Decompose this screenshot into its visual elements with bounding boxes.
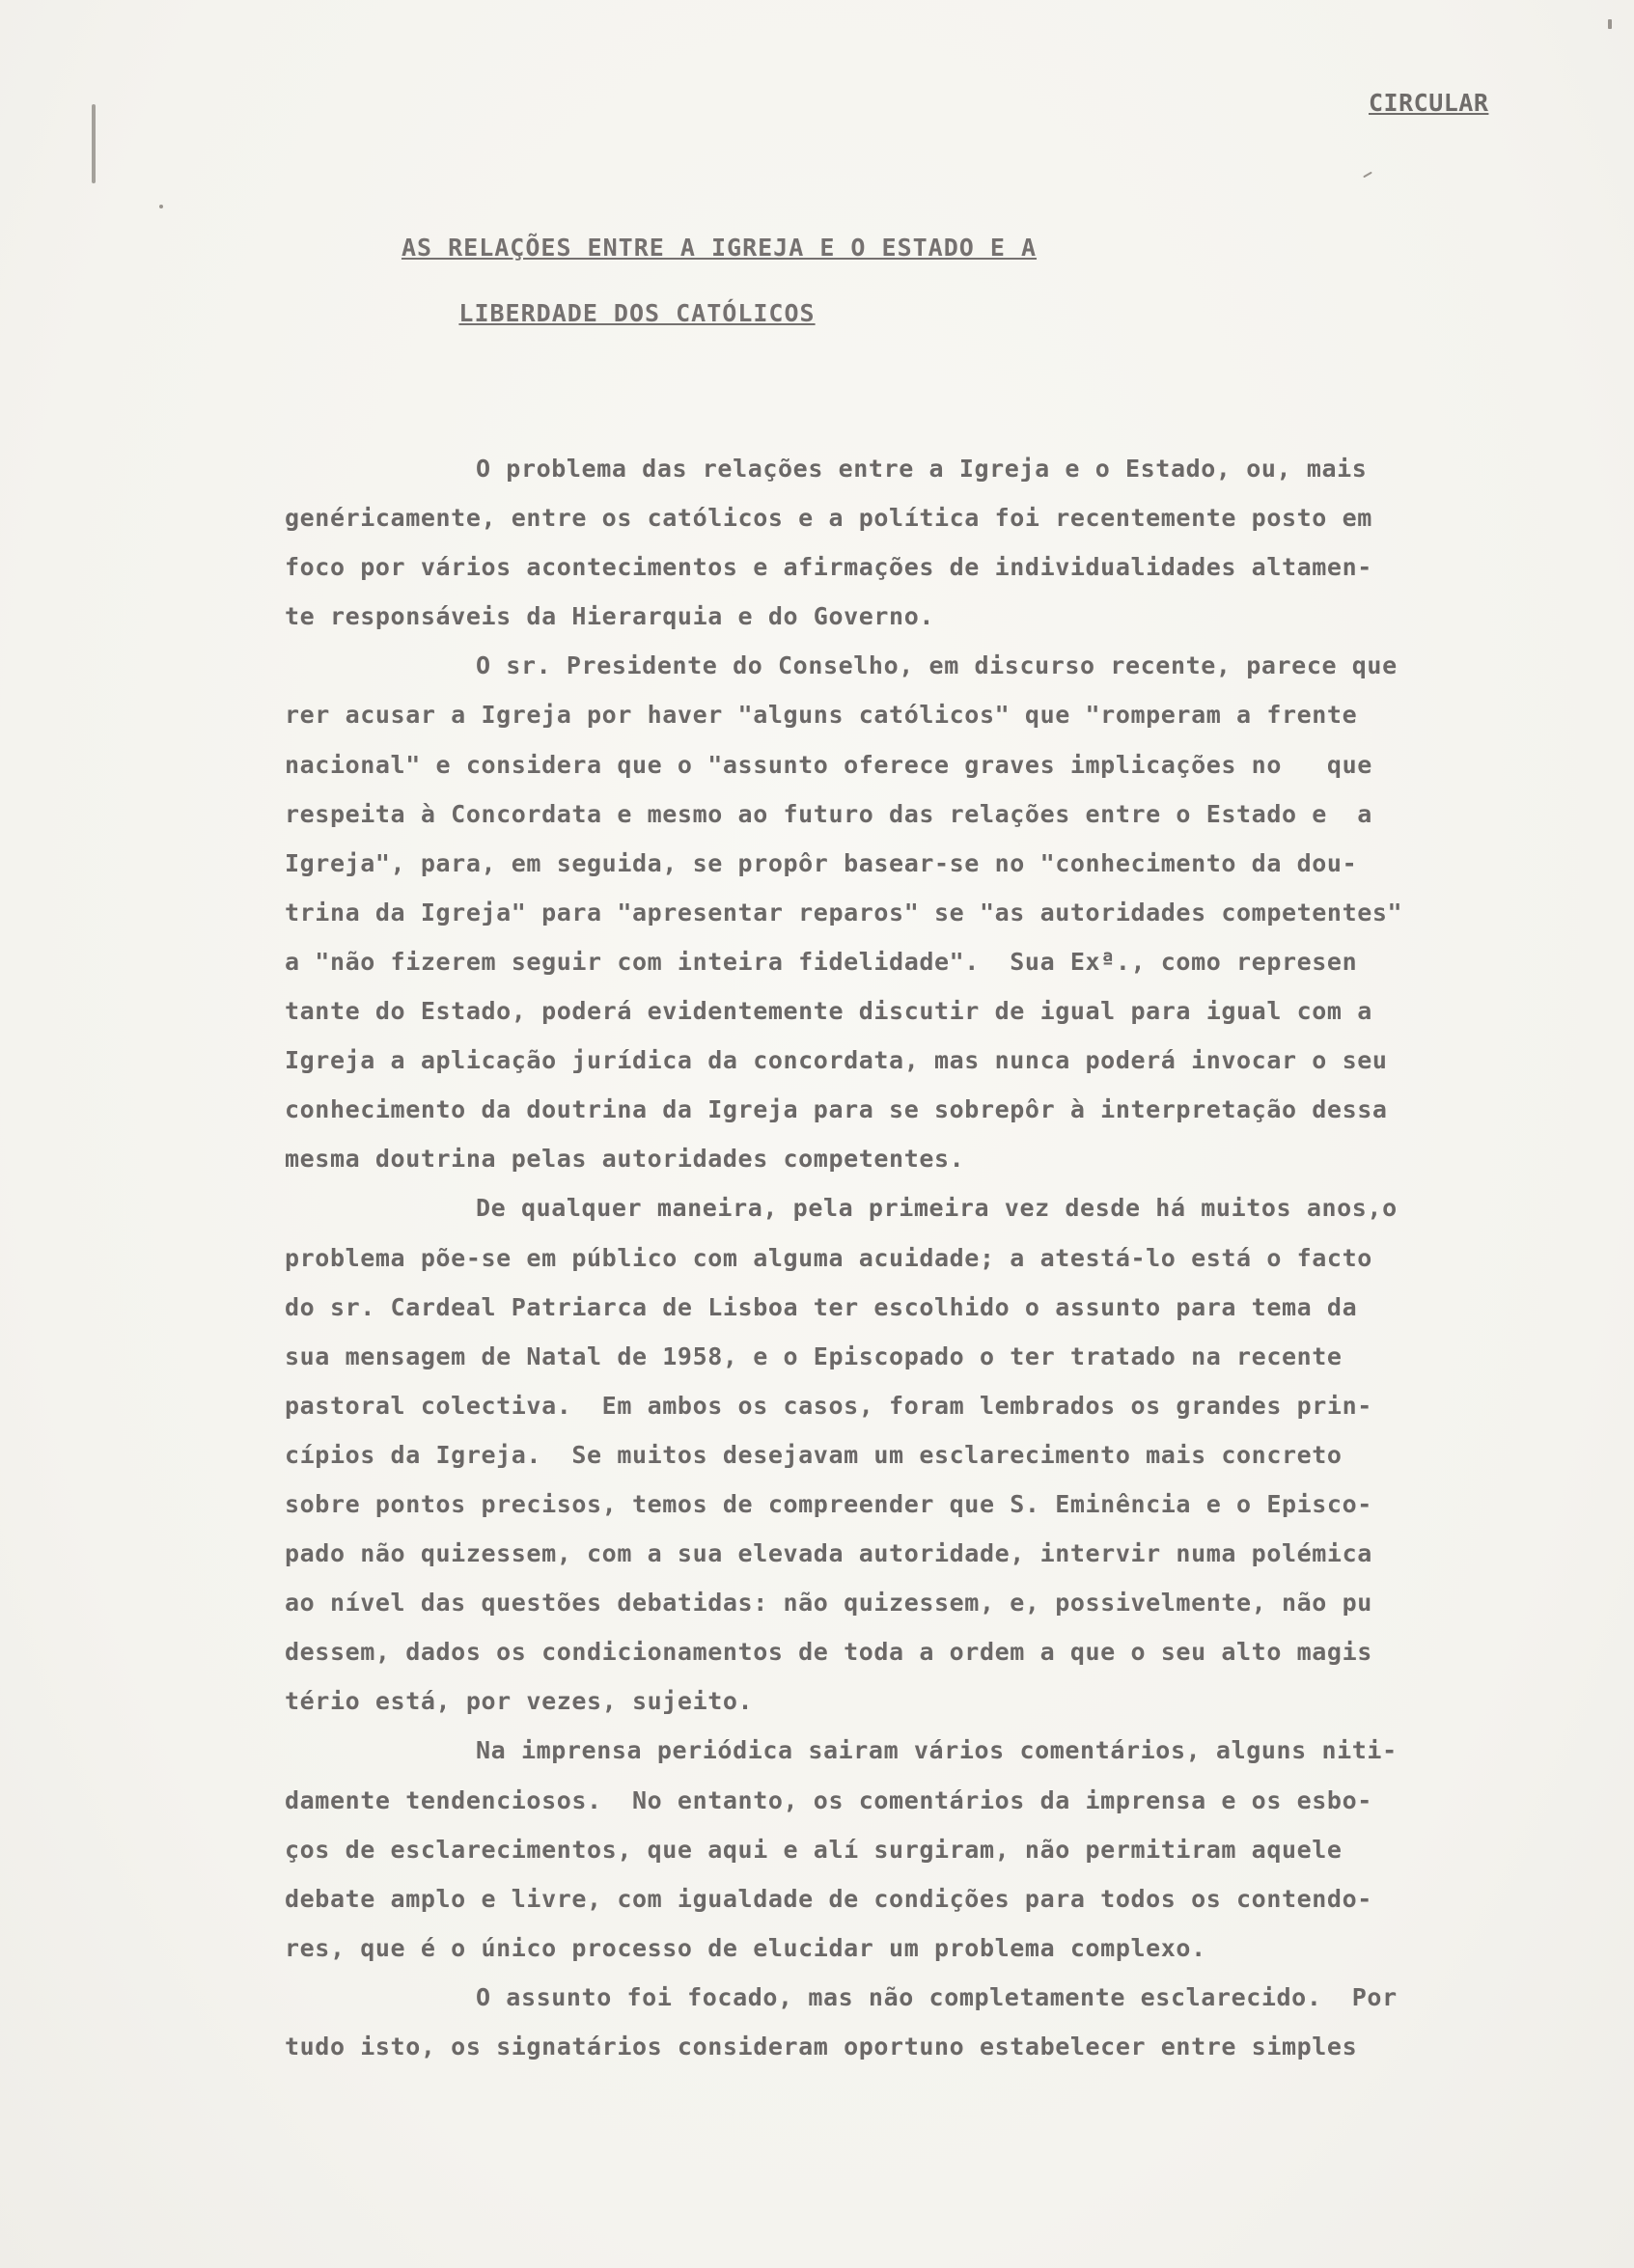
- text-line: Igreja a aplicação jurídica da concordata, mas nunca poderá invocar o seu: [285, 1046, 1388, 1075]
- text-line: mesma doutrina pelas autoridades competentes.: [285, 1145, 965, 1174]
- text-line: respeita à Concordata e mesmo ao futuro das relações entre o Estado e a: [285, 799, 1372, 828]
- text-line: debate amplo e livre, com igualdade de condições para todos os contendo-: [285, 1884, 1372, 1913]
- text-line: tério está, por vezes, sujeito.: [285, 1687, 754, 1716]
- ink-speck: [1363, 172, 1372, 179]
- text-line: conhecimento da doutrina da Igreja para se sobrepôr à interpretação dessa: [285, 1095, 1388, 1124]
- text-line: te responsáveis da Hierarquia e do Governo.: [285, 602, 935, 631]
- text-line: res, que é o único processo de elucidar um problema complexo.: [285, 1933, 1206, 1962]
- text-line: O sr. Presidente do Conselho, em discurso recente, parece que: [476, 651, 1398, 680]
- text-line: De qualquer maneira, pela primeira vez desde há muitos anos,o: [476, 1194, 1398, 1223]
- text-line: pastoral colectiva. Em ambos os casos, foram lembrados os grandes prin-: [285, 1391, 1372, 1420]
- text-line: tudo isto, os signatários consideram oportuno estabelecer entre simples: [285, 2033, 1358, 2061]
- text-line: dessem, dados os condicionamentos de toda a ordem a que o seu alto magis: [285, 1638, 1372, 1667]
- text-line: sobre pontos precisos, temos de compreender que S. Eminência e o Episco-: [285, 1489, 1372, 1518]
- text-line: O assunto foi focado, mas não completamente esclarecido. Por: [476, 1982, 1398, 2011]
- text-line: sua mensagem de Natal de 1958, e o Episcopado o ter tratado na recente: [285, 1341, 1343, 1370]
- text-line: rer acusar a Igreja por haver "alguns católicos" que "romperam a frente: [285, 701, 1358, 730]
- text-line: trina da Igreja" para "apresentar reparos" se "as autoridades competentes": [285, 898, 1403, 927]
- text-line: ços de esclarecimentos, que aqui e alí surgiram, não permitiram aquele: [285, 1835, 1343, 1864]
- text-line: pado não quizessem, com a sua elevada autoridade, intervir numa polémica: [285, 1539, 1372, 1568]
- text-line: genéricamente, entre os católicos e a política foi recentemente posto em: [285, 504, 1372, 533]
- text-line: foco por vários acontecimentos e afirmações de individualidades altamen-: [285, 553, 1372, 582]
- text-line: a "não fizerem seguir com inteira fidelidade". Sua Exª., como represen: [285, 947, 1358, 976]
- text-line: tante do Estado, poderá evidentemente discutir de igual para igual com a: [285, 997, 1372, 1026]
- document-title-line-2: LIBERDADE DOS CATÓLICOS: [458, 299, 816, 327]
- ink-speck: [159, 205, 163, 208]
- body-text: [285, 444, 1568, 2071]
- text-line: nacional" e considera que o "assunto oferece graves implicações no que: [285, 750, 1372, 779]
- ink-speck: [1608, 19, 1612, 29]
- text-line: Na imprensa periódica sairam vários comentários, alguns niti-: [476, 1736, 1398, 1765]
- text-line: problema põe-se em público com alguma acuidade; a atestá-lo está o facto: [285, 1243, 1372, 1272]
- text-line: O problema das relações entre a Igreja e o Estado, ou, mais: [476, 455, 1368, 483]
- text-line: damente tendenciosos. No entanto, os comentários da imprensa e os esbo-: [285, 1785, 1372, 1814]
- text-line: ao nível das questões debatidas: não quizessem, e, possivelmente, não pu: [285, 1589, 1372, 1618]
- text-line: Igreja", para, em seguida, se propôr basear-se no "conhecimento da dou-: [285, 848, 1358, 877]
- document-title-line-1: AS RELAÇÕES ENTRE A IGREJA E O ESTADO E A: [401, 234, 1038, 262]
- text-line: cípios da Igreja. Se muitos desejavam um esclarecimento mais concreto: [285, 1440, 1343, 1469]
- text-line: do sr. Cardeal Patriarca de Lisboa ter escolhido o assunto para tema da: [285, 1292, 1358, 1321]
- circular-label: CIRCULAR: [1369, 89, 1489, 117]
- margin-ink-mark: [92, 104, 96, 183]
